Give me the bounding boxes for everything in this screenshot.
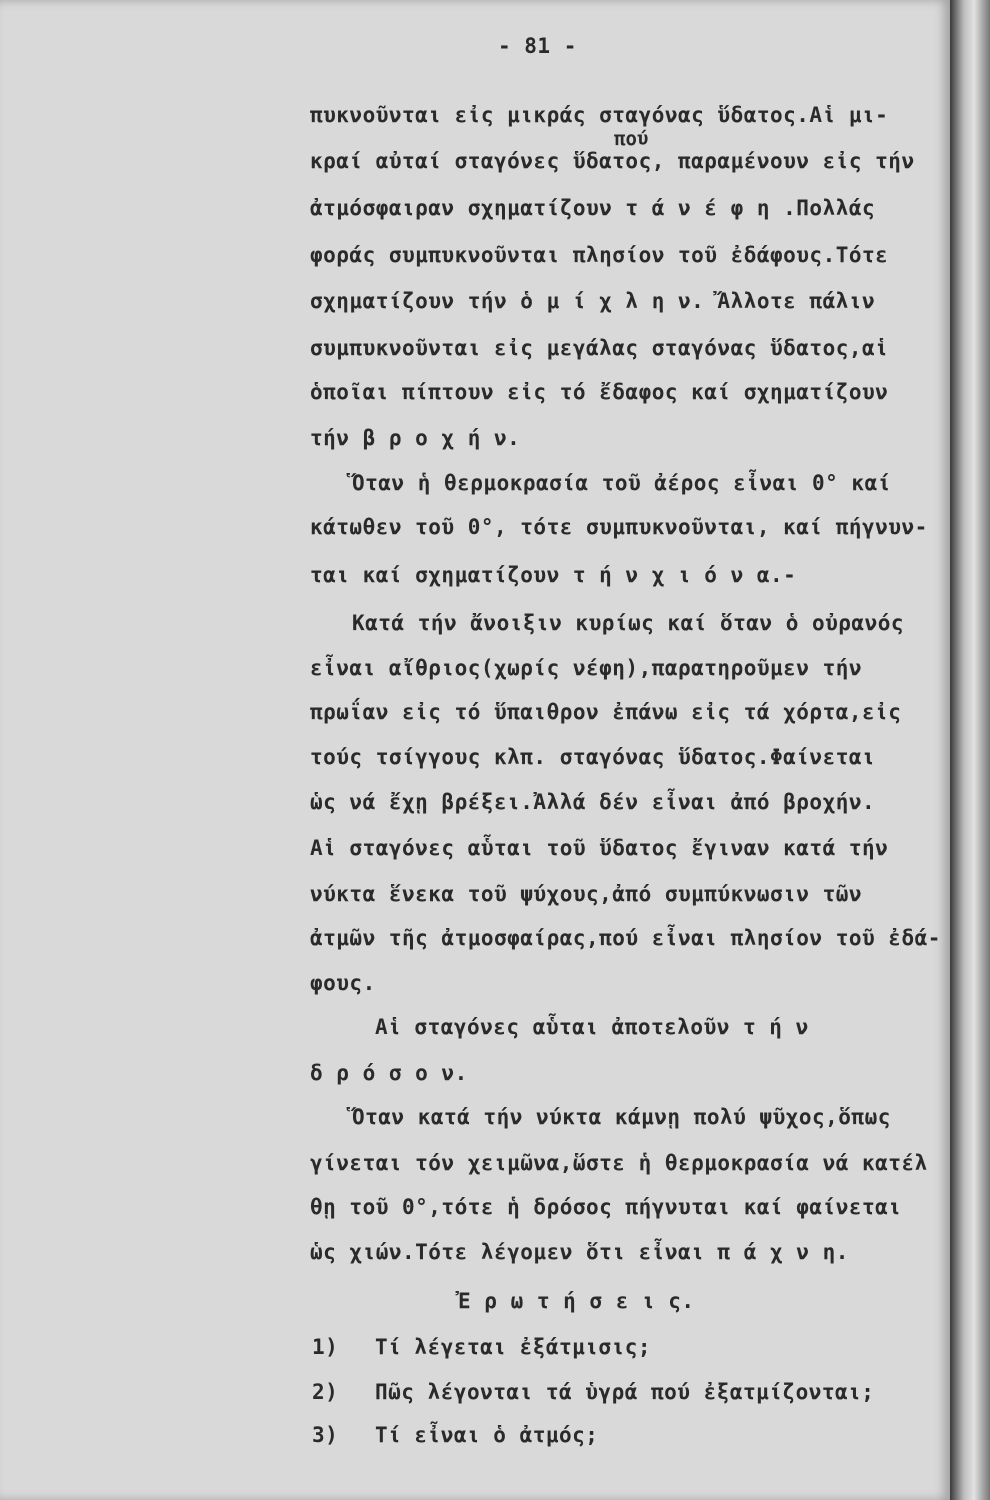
- text-line: Κατά τήν ἄνοιξιν κυρίως καί ὅταν ὁ οὐρανός: [352, 611, 905, 635]
- text-line: συμπυκνοῦνται εἰς μεγάλας σταγόνας ὕδατος,αἱ: [310, 336, 889, 360]
- text-line: Ὅταν κατά τήν νύκτα κάμνῃ πολύ ψῦχος,ὅπως: [352, 1105, 891, 1129]
- text-line: πυκνοῦνται εἰς μικράς σταγόνας ὕδατος.Αἱ μι-: [310, 103, 889, 127]
- text-line: κραί αὐταί σταγόνες ὕδατος, παραμένουν εἰς τήν: [310, 149, 915, 173]
- text-line: νύκτα ἕνεκα τοῦ ψύχους,ἀπό συμπύκνωσιν τῶν: [310, 882, 863, 906]
- text-line: τήν β ρ ο χ ή ν.: [310, 426, 521, 450]
- text-line: φους.: [310, 971, 376, 995]
- text-line: Αἱ σταγόνες αὗται τοῦ ὕδατος ἔγιναν κατά τήν: [310, 836, 889, 860]
- text-line: ὁποῖαι πίπτουν εἰς τό ἔδαφος καί σχηματίζουν: [310, 380, 889, 404]
- book-page-edge: [950, 0, 990, 1500]
- text-line: φοράς συμπυκνοῦνται πλησίον τοῦ ἐδάφους.Τότε: [310, 243, 889, 267]
- question-number: 3): [312, 1423, 339, 1447]
- text-line: δ ρ ό σ ο ν.: [310, 1061, 468, 1085]
- text-line: τούς τσίγγους κλπ. σταγόνας ὕδατος.Φαίνεται: [310, 745, 876, 769]
- question-number: 2): [312, 1380, 339, 1404]
- question-text: Τί εἶναι ὁ ἀτμός;: [375, 1423, 599, 1447]
- text-line: ὡς νά ἔχῃ βρέξει.Ἀλλά δέν εἶναι ἀπό βροχήν.: [310, 790, 876, 814]
- text-line: εἶναι αἴθριος(χωρίς νέφη),παρατηροῦμεν τήν: [310, 656, 863, 680]
- question-text: Πῶς λέγονται τά ὑγρά πού ἐξατμίζονται;: [375, 1380, 875, 1404]
- text-line: γίνεται τόν χειμῶνα,ὥστε ἡ θερμοκρασία νά κατέλ: [310, 1151, 928, 1175]
- question-number: 1): [312, 1335, 339, 1359]
- text-line: σχηματίζουν τήν ὁ μ ί χ λ η ν. Ἄλλοτε πάλιν: [310, 289, 876, 313]
- text-line: ὡς χιών.Τότε λέγομεν ὅτι εἶναι π ά χ ν η.: [310, 1240, 849, 1264]
- text-line: κάτωθεν τοῦ 0°, τότε συμπυκνοῦνται, καί πήγνυν-: [310, 515, 928, 539]
- text-line: ται καί σχηματίζουν τ ή ν χ ι ό ν α.-: [310, 563, 797, 587]
- question-text: Τί λέγεται ἐξάτμισις;: [375, 1335, 652, 1359]
- text-line: ἀτμόσφαιραν σχηματίζουν τ ά ν έ φ η .Πολλάς: [310, 196, 876, 220]
- questions-heading: Ἐ ρ ω τ ή σ ε ι ς.: [458, 1289, 695, 1313]
- text-line: θῃ τοῦ 0°,τότε ἡ δρόσος πήγνυται καί φαίνεται: [310, 1195, 902, 1219]
- page-number: - 81 -: [498, 34, 577, 58]
- text-line: ἀτμῶν τῆς ἀτμοσφαίρας,πού εἶναι πλησίον τοῦ ἐδά-: [310, 926, 941, 950]
- interlinear-correction: πού: [614, 128, 649, 150]
- text-line: πρωΐαν εἰς τό ὕπαιθρον ἐπάνω εἰς τά χόρτα,εἰς: [310, 700, 902, 724]
- text-line: Ὅταν ἡ θερμοκρασία τοῦ ἀέρος εἶναι 0° καί: [352, 471, 891, 495]
- text-line: Αἱ σταγόνες αὗται ἀποτελοῦν τ ή ν: [375, 1015, 809, 1039]
